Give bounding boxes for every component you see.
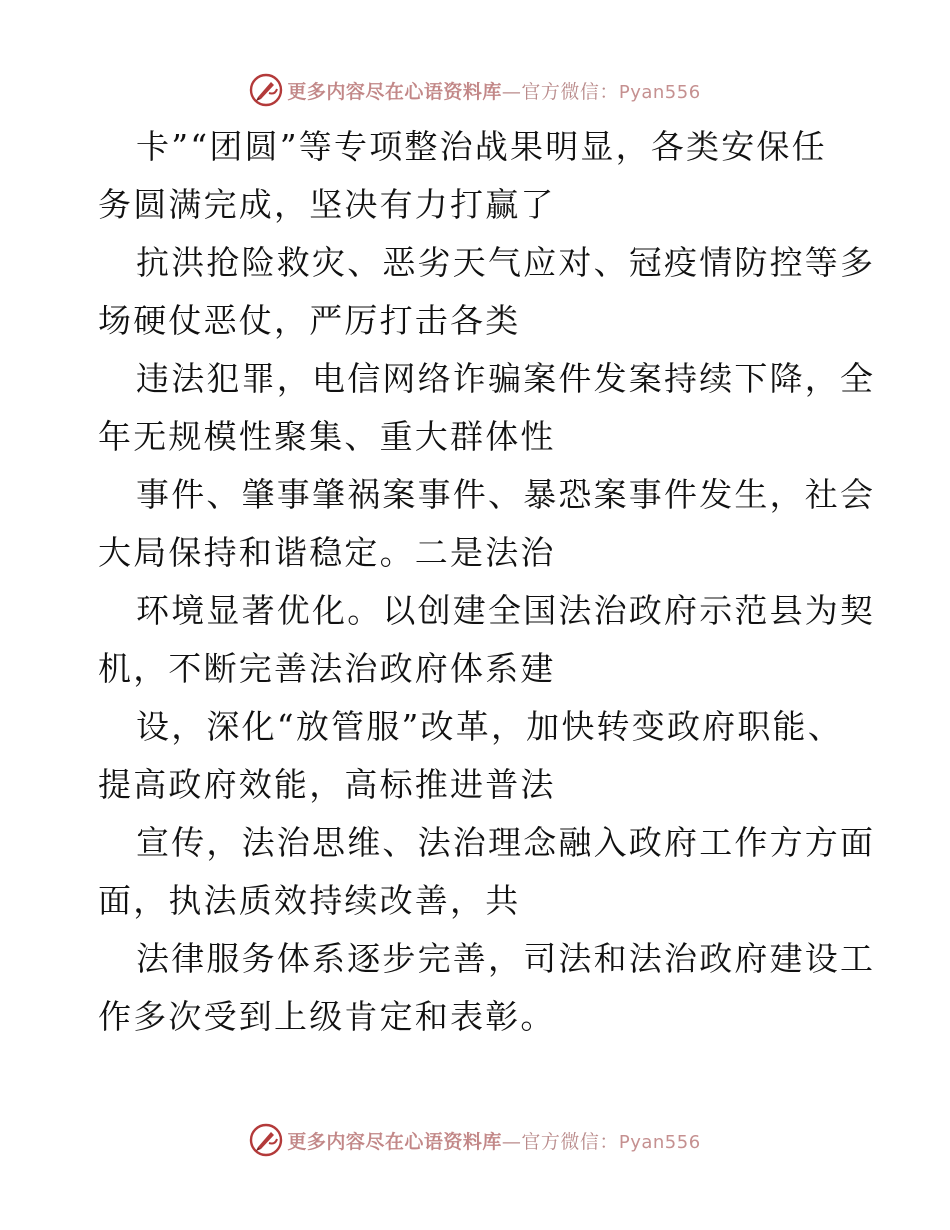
paragraph	[98, 234, 876, 350]
watermark-contact-prefix: 官方微信：	[521, 1130, 619, 1153]
paragraph-line: 事件、肇事肇祸案事件、暴恐案事件发生，社会	[136, 475, 876, 514]
paragraph-line: 违法犯罪，电信网络诈骗案件发案持续下降，全	[136, 359, 876, 398]
paragraph-line: 抗洪抢险救灾、恶劣天气应对、冠疫情防控等多	[136, 243, 876, 282]
watermark-text	[287, 77, 700, 104]
paragraph	[98, 698, 858, 814]
paragraph-line: 大局保持和谐稳定。二是法治	[98, 533, 556, 572]
paragraph-line: 面，执法质效持续改善，共	[98, 881, 521, 920]
paragraph	[98, 930, 876, 1046]
header-watermark-banner	[0, 70, 950, 110]
watermark-contact-id: Pyan556	[618, 81, 701, 103]
paragraph	[98, 582, 876, 698]
footer-watermark-banner	[0, 1120, 950, 1160]
pen-logo-icon	[249, 1123, 283, 1157]
paragraph-line: 法律服务体系逐步完善，司法和法治政府建设工	[136, 939, 876, 978]
paragraph	[98, 118, 858, 234]
paragraph	[98, 466, 876, 582]
watermark-text	[287, 1127, 700, 1154]
watermark-separator: —	[501, 80, 522, 103]
paragraph	[98, 350, 876, 466]
paragraph-line: 场硬仗恶仗，严厉打击各类	[98, 301, 521, 340]
document-body	[98, 118, 876, 1046]
paragraph-line: 宣传，法治思维、法治理念融入政府工作方方面	[136, 823, 876, 862]
paragraph-line: 设，深化“放管服”改革，加快转变政府职能、	[136, 707, 843, 746]
paragraph	[98, 814, 876, 930]
paragraph-line: 机，不断完善法治政府体系建	[98, 649, 556, 688]
paragraph-line: 作多次受到上级肯定和表彰。	[98, 997, 556, 1036]
watermark-contact-prefix: 官方微信：	[521, 80, 619, 103]
paragraph-line: 年无规模性聚集、重大群体性	[98, 417, 556, 456]
watermark-contact-id: Pyan556	[618, 1131, 701, 1153]
pen-logo-icon	[249, 73, 283, 107]
paragraph-line: 务圆满完成，坚决有力打赢了	[98, 185, 556, 224]
paragraph-line: 环境显著优化。以创建全国法治政府示范县为契	[136, 591, 876, 630]
paragraph-line: 卡”“团圆”等专项整治战果明显，各类安保任	[136, 127, 827, 166]
watermark-brand: 更多内容尽在心语资料库	[287, 80, 502, 103]
watermark-brand: 更多内容尽在心语资料库	[287, 1130, 502, 1153]
paragraph-line: 提高政府效能，高标推进普法	[98, 765, 556, 804]
watermark-separator: —	[501, 1130, 522, 1153]
